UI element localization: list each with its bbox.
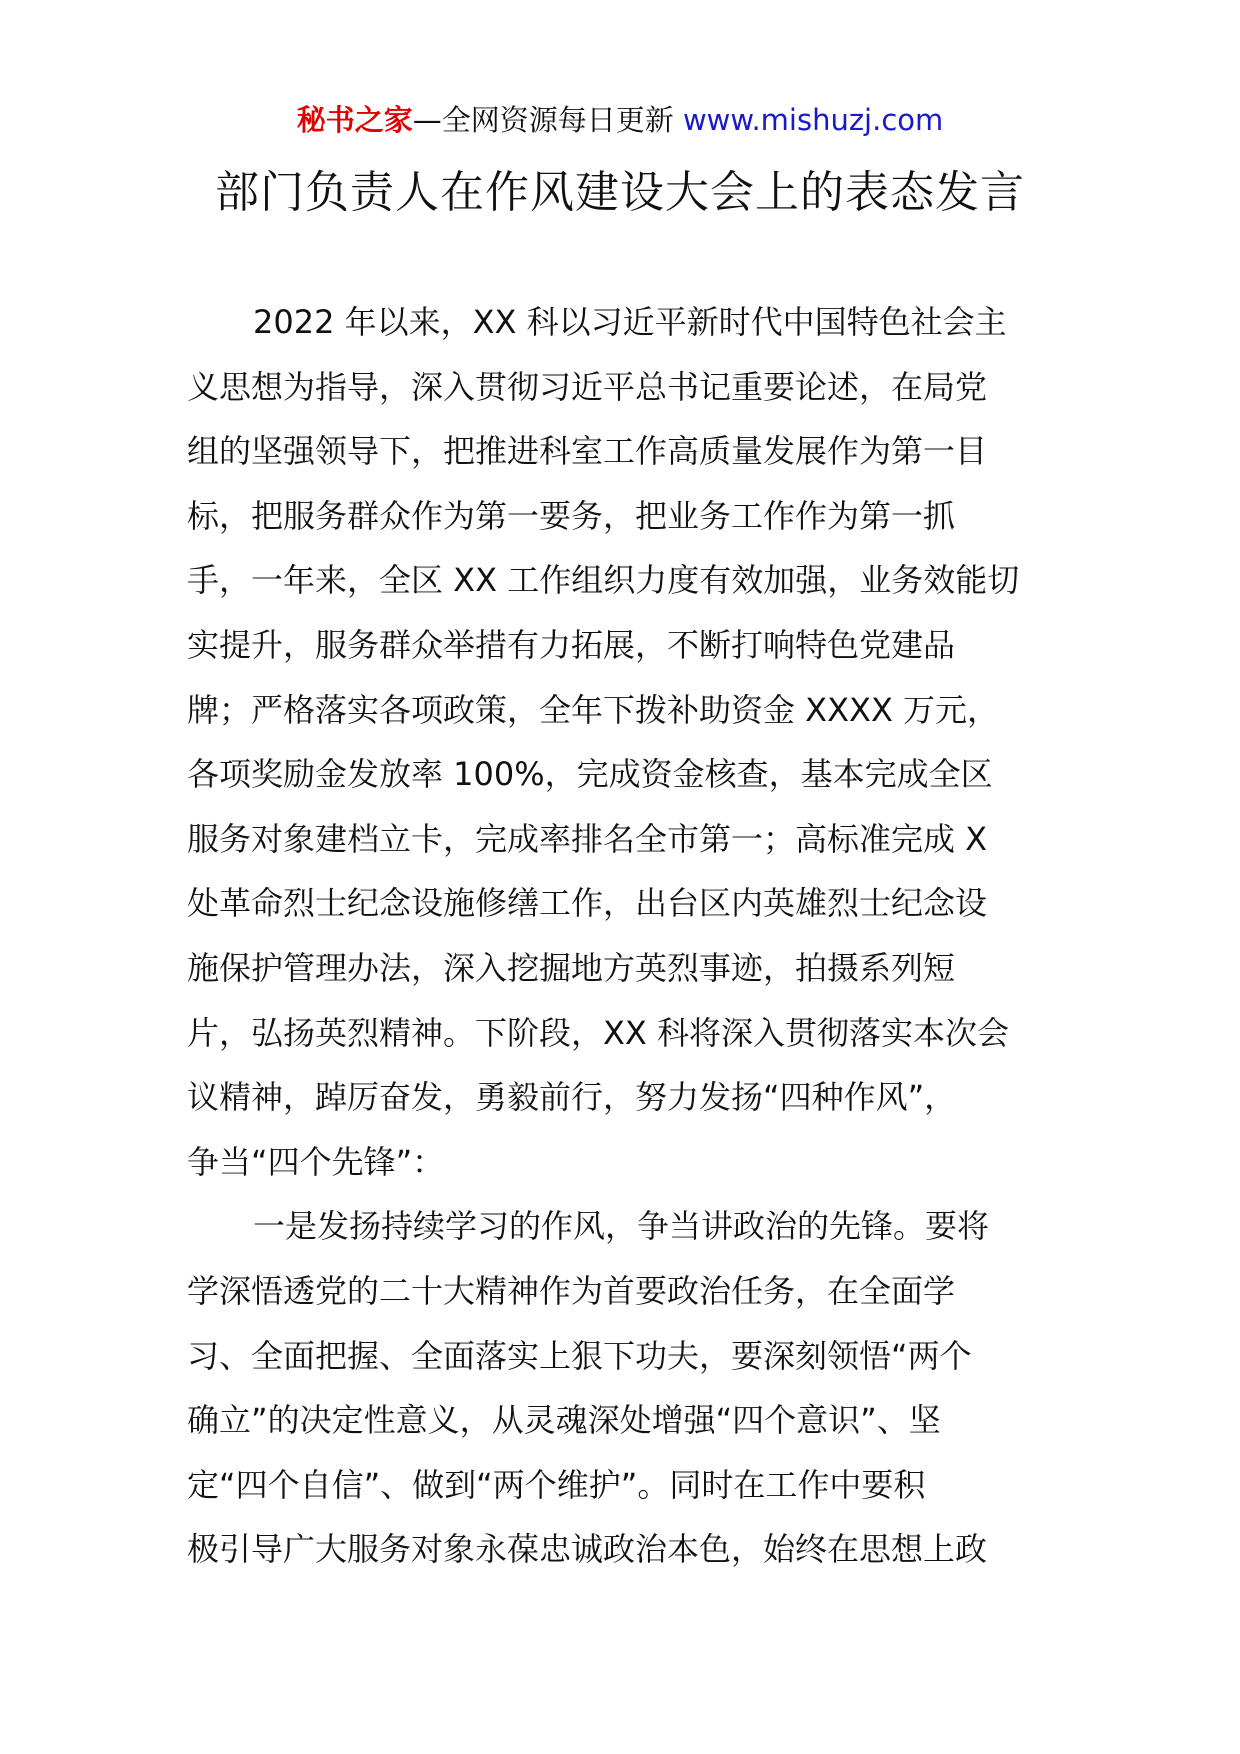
paragraph-1-line: 牌；严格落实各项政策，全年下拨补助资金 XXXX 万元， (187, 690, 1000, 729)
paragraph-1-line: 标，把服务群众作为第一要务，把业务工作作为第一抓 (187, 496, 956, 535)
site-tagline: —全网资源每日更新 (412, 103, 683, 137)
paragraph-1-line: 2022 年以来，XX 科以习近平新时代中国特色社会主 (253, 303, 1007, 341)
paragraph-1-line: 争当“四个先锋”： (187, 1142, 445, 1181)
site-url: www.mishuzj.com (682, 103, 944, 137)
document-title: 部门负责人在作风建设大会上的表态发言 (215, 167, 1025, 218)
paragraph-2-line: 极引导广大服务对象永葆忠诚政治本色，始终在思想上政 (187, 1530, 988, 1569)
paragraph-1-line: 实提升，服务群众举措有力拓展，不断打响特色党建品 (187, 625, 956, 664)
paragraph-2-line: 学深悟透党的二十大精神作为首要政治任务，在全面学 (187, 1271, 956, 1310)
paragraph-2-lead-phrase: 一是发扬持续学习的作风，争当讲政治的先锋。 (253, 1207, 926, 1246)
paragraph-2-line: 定“四个自信”、做到“两个维护”。同时在工作中要积 (187, 1465, 926, 1504)
paragraph-2-first-line (187, 1194, 1067, 1259)
paragraph-1-line: 服务对象建档立卡，完成率排名全市第一；高标准完成 X (187, 819, 988, 858)
paragraph-1-line: 各项奖励金发放率 100%，完成资金核查，基本完成全区 (187, 755, 993, 794)
paragraph-1-line: 组的坚强领导下，把推进科室工作高质量发展作为第一目 (187, 432, 988, 471)
document-body (187, 290, 1067, 1582)
paragraph-1-line: 手，一年来，全区 XX 工作组织力度有效加强，业务效能切 (187, 561, 1020, 600)
paragraph-1-line: 片，弘扬英烈精神。下阶段，XX 科将深入贯彻落实本次会 (187, 1013, 1010, 1052)
site-brand-name: 秘书之家 (296, 103, 413, 137)
paragraph-2-line: 确立”的决定性意义，从灵魂深处增强“四个意识”、坚 (187, 1401, 941, 1440)
site-watermark-header (0, 100, 1240, 140)
paragraph-1-line: 处革命烈士纪念设施修缮工作，出台区内英雄烈士纪念设 (187, 884, 988, 923)
paragraph-1-line: 议精神，踔厉奋发，勇毅前行，努力发扬“四种作风”， (187, 1078, 957, 1117)
paragraph-2-line: 习、全面把握、全面落实上狠下功夫，要深刻领悟“两个 (187, 1336, 972, 1375)
paragraph-2-lead-rest: 要将 (925, 1207, 990, 1246)
paragraph-1-line: 义思想为指导，深入贯彻习近平总书记重要论述，在局党 (187, 367, 988, 406)
paragraph-1-line: 施保护管理办法，深入挖掘地方英烈事迹，拍摄系列短 (187, 948, 956, 987)
